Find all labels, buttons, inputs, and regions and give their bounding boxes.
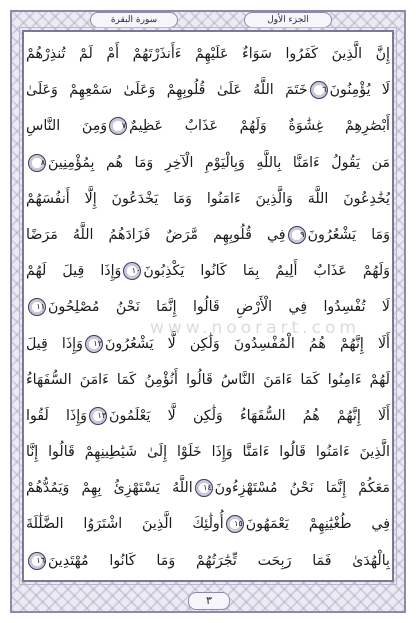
verse-line [26, 181, 390, 217]
verse-text: مَعَكُمْ إِنَّمَا نَحْنُ مُسْتَهْزِءُونَ [214, 480, 390, 497]
ayah-number-marker: ١٦ [28, 552, 46, 570]
ayah-number-marker: ٩ [288, 226, 306, 244]
ayah-number-marker: ١٤ [195, 479, 213, 497]
verse-text: أَلَا إِنَّهُمْ هُمُ الْمُفْسِدُونَ وَلَٰكِن لَّا يَشْعُرُونَ [104, 335, 390, 352]
verse-line [26, 326, 390, 362]
verse-text: وَإِذَا لَقُوا [26, 407, 88, 424]
verse-text: الَّذِينَ ءَامَنُوا قَالُوا ءَامَنَّا وَإِذَا خَلَوْا إِلَىٰ شَيَٰطِينِهِمْ قَالُوا إِنَّا [26, 444, 390, 461]
verse-text: خَتَمَ اللَّهُ عَلَىٰ قُلُوبِهِمْ وَعَلَىٰ سَمْعِهِمْ وَعَلَىٰ [26, 82, 308, 99]
verse-line [26, 398, 390, 434]
ayah-number-marker: ١١ [28, 298, 46, 316]
verse-line [26, 108, 390, 144]
verse-text: مَن يَقُولُ ءَامَنَّا بِاللَّهِ وَبِالْيَوْمِ الْآخِرِ وَمَا هُم بِمُؤْمِنِينَ [48, 154, 390, 171]
verse-text: اللَّهُ يَسْتَهْزِئُ بِهِمْ وَيَمُدُّهُمْ [26, 480, 193, 497]
verse-text: وَمَا يَشْعُرُونَ [307, 226, 390, 243]
juz-name-label: الجزء الأول [244, 12, 332, 28]
verse-line [26, 434, 390, 470]
verse-text: وَلَهُمْ عَذَابٌ أَلِيمٌ بِمَا كَانُوا يَكْذِبُونَ [143, 263, 390, 280]
verse-text: لَا تُفْسِدُوا فِي الْأَرْضِ قَالُوا إِنَّمَا نَحْنُ مُصْلِحُونَ [48, 299, 390, 316]
verse-text: فِي قُلُوبِهِم مَّرَضٌ فَزَادَهُمُ اللَّهُ مَرَضًا [26, 226, 286, 243]
verse-line [26, 362, 390, 398]
verse-text: وَمِنَ النَّاسِ [26, 118, 108, 135]
surah-name-label: سورة البقرة [90, 12, 178, 28]
verse-text: أُولَٰئِكَ الَّذِينَ اشْتَرَوُا الضَّلَٰلَةَ [26, 516, 224, 533]
ayah-number-marker: ١٥ [226, 515, 244, 533]
watermark: www.noorart.com [150, 318, 360, 338]
verse-text: أَلَا إِنَّهُمْ هُمُ السُّفَهَاءُ وَلَٰكِن لَّا يَعْلَمُونَ [109, 407, 390, 424]
verse-text: أَبْصَٰرِهِمْ غِشَٰوَةٌ وَلَهُمْ عَذَابٌ عَظِيمٌ [129, 118, 390, 135]
page-number: ٣ [188, 592, 230, 610]
verse-text: فِي طُغْيَٰنِهِمْ يَعْمَهُونَ [245, 516, 390, 533]
verse-text: لَا يُؤْمِنُونَ [329, 82, 390, 99]
verse-text: وَإِذَا قِيلَ لَهُمْ [26, 263, 122, 280]
verse-text: بِالْهُدَىٰ فَمَا رَبِحَت تِّجَٰرَتُهُمْ وَمَا كَانُوا مُهْتَدِينَ [48, 552, 390, 569]
ayah-number-marker: ١٢ [85, 335, 103, 353]
verse-text: وَإِذَا قِيلَ [26, 335, 83, 352]
verse-lines [26, 36, 390, 579]
ayah-number-marker: ٧ [109, 117, 127, 135]
verse-text: لَهُمْ ءَامِنُوا كَمَا ءَامَنَ النَّاسُ قَالُوا أَنُؤْمِنُ كَمَا ءَامَنَ السُّفَهَاءُ [26, 371, 390, 388]
ayah-number-marker: ٨ [28, 154, 46, 172]
verse-line [26, 36, 390, 72]
verse-line [26, 253, 390, 289]
verse-text: إِنَّ الَّذِينَ كَفَرُوا سَوَاءٌ عَلَيْهِمْ ءَأَنذَرْتَهُمْ أَمْ لَمْ تُنذِرْهُمْ [26, 46, 390, 62]
ayah-number-marker: ١٠ [123, 262, 141, 280]
verse-line [26, 543, 390, 579]
verse-line [26, 72, 390, 108]
verse-text: يُخَٰدِعُونَ اللَّهَ وَالَّذِينَ ءَامَنُوا وَمَا يَخْدَعُونَ إِلَّا أَنفُسَهُمْ [26, 190, 390, 207]
ayah-number-marker: ٦ [310, 81, 328, 99]
verse-line [26, 145, 390, 181]
verse-line [26, 289, 390, 325]
ayah-number-marker: ١٣ [89, 407, 107, 425]
verse-line [26, 470, 390, 506]
verse-line [26, 217, 390, 253]
verse-line [26, 506, 390, 542]
page-header [22, 12, 394, 28]
